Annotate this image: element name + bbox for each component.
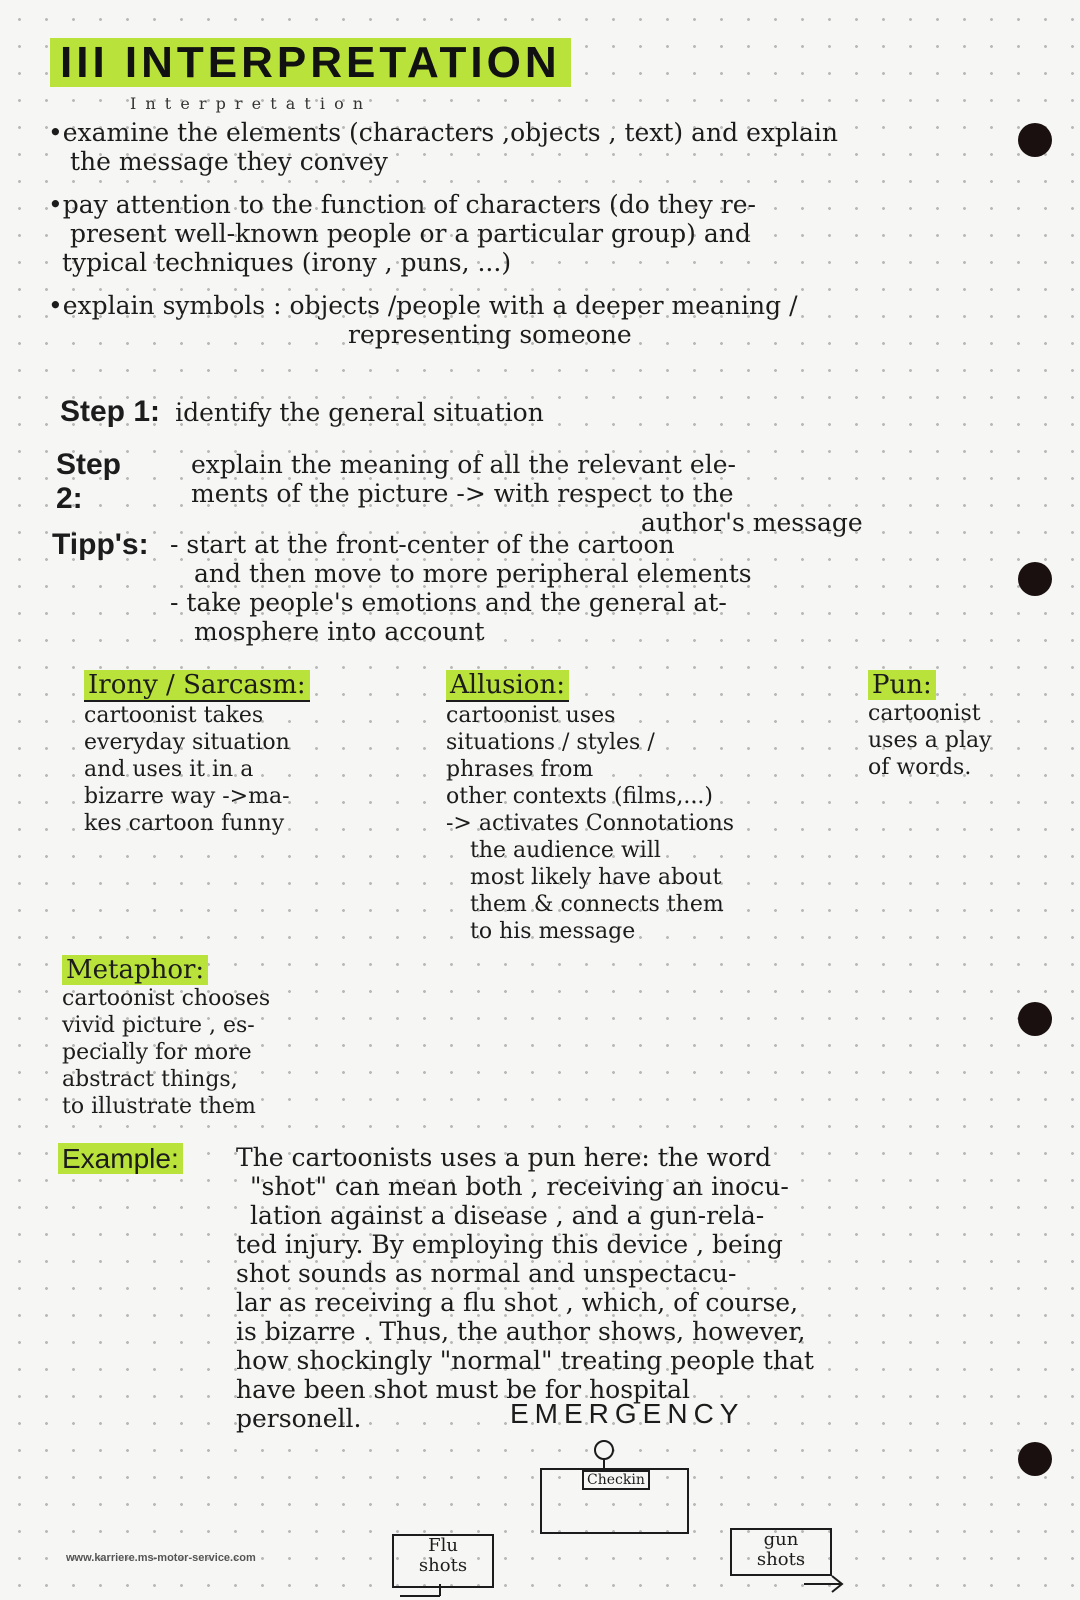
- allusion-line: to his message: [470, 919, 636, 944]
- binder-hole: [1018, 1442, 1052, 1476]
- example-text: [236, 1143, 814, 1433]
- example-line: The cartoonists uses a pun here: the word: [236, 1143, 772, 1172]
- bullet-3: [48, 291, 838, 349]
- tipps-line: mosphere into account: [194, 617, 485, 646]
- bullet-2-line: present well-known people or a particular group) and: [70, 219, 751, 248]
- allusion-line: situations / styles /: [446, 730, 655, 755]
- tipps-line: and then move to more peripheral elements: [194, 559, 752, 588]
- irony-line: kes cartoon funny: [84, 811, 285, 836]
- example-line: ted injury. By employing this device , being: [236, 1230, 783, 1259]
- step-1-label: Step 1:: [60, 395, 161, 428]
- emergency-sign: EMERGENCY: [510, 1398, 745, 1429]
- example-label: Example:: [58, 1143, 183, 1174]
- bullet-3-line: •explain symbols : objects /people with a deeper meaning /: [48, 291, 798, 320]
- flu-shots-line: shots: [418, 1555, 468, 1576]
- example-label-wrap: [58, 1143, 183, 1175]
- example-line: how shockingly "normal" treating people that: [236, 1346, 814, 1375]
- allusion-section: [446, 670, 734, 945]
- allusion-line: cartoonist uses: [446, 703, 616, 728]
- checkin-label: Checkin: [582, 1470, 650, 1490]
- allusion-line: them & connects them: [470, 892, 724, 917]
- bullet-list: [48, 118, 838, 349]
- pun-line: cartoonist: [868, 701, 981, 726]
- tipps-line: - take people's emotions and the general at-: [170, 588, 727, 617]
- metaphor-line: abstract things,: [62, 1067, 238, 1092]
- irony-section: [84, 670, 310, 837]
- metaphor-line: to illustrate them: [62, 1094, 256, 1119]
- bullet-1-line: the message they convey: [70, 147, 388, 176]
- example-line: have been shot must be for hospital: [236, 1375, 690, 1404]
- metaphor-section: [62, 955, 270, 1120]
- title-numeral: III: [60, 38, 109, 87]
- gun-shots-sign: [730, 1528, 832, 1576]
- bullet-2-line: •pay attention to the function of characters (do they re-: [48, 190, 756, 219]
- step-2-label: Step 2:: [56, 448, 122, 515]
- sign-post-icon: [400, 1584, 460, 1600]
- step-2-line: author's message: [641, 508, 863, 537]
- binder-hole: [1018, 1002, 1052, 1036]
- allusion-line: other contexts (films,...): [446, 784, 713, 809]
- tipps-label: Tipp's:: [52, 528, 149, 561]
- bullet-1: [48, 118, 838, 176]
- irony-line: cartoonist takes: [84, 703, 264, 728]
- allusion-line: the audience will: [470, 838, 661, 863]
- title-word: INTERPRETATION: [124, 38, 561, 87]
- metaphor-label: Metaphor:: [62, 955, 208, 985]
- pun-section: [868, 670, 992, 781]
- metaphor-line: cartoonist chooses: [62, 986, 271, 1011]
- irony-line: everyday situation: [84, 730, 290, 755]
- person-head-icon: [590, 1438, 620, 1472]
- allusion-line: phrases from: [446, 757, 594, 782]
- example-line: personell.: [236, 1404, 362, 1433]
- bullet-1-line: •examine the elements (characters ,objects , text) and explain: [48, 118, 838, 147]
- step-1: [60, 395, 544, 429]
- example-line: lar as receiving a flu shot , which, of course,: [236, 1288, 799, 1317]
- binder-hole: [1018, 562, 1052, 596]
- example-line: shot sounds as normal and unspectacu-: [236, 1259, 737, 1288]
- bullet-2-line: typical techniques (irony , puns, ...): [62, 248, 512, 277]
- metaphor-line: vivid picture , es-: [62, 1013, 255, 1038]
- pun-label: Pun:: [868, 670, 936, 700]
- footer-url: www.karriere.ms-motor-service.com: [66, 1552, 256, 1564]
- pun-line: uses a play: [868, 728, 992, 753]
- step-2-line: explain the meaning of all the relevant ele-: [191, 450, 736, 479]
- example-line: "shot" can mean both , receiving an inocu-: [250, 1172, 789, 1201]
- binder-hole: [1018, 123, 1052, 157]
- irony-label: Irony / Sarcasm:: [84, 670, 310, 702]
- irony-line: bizarre way ->ma-: [84, 784, 290, 809]
- pun-line: of words.: [868, 755, 972, 780]
- allusion-label: Allusion:: [446, 670, 569, 702]
- flu-shots-line: Flu: [428, 1535, 458, 1556]
- gun-shots-line: shots: [756, 1549, 806, 1570]
- bullet-3-line: representing someone: [348, 320, 632, 349]
- allusion-line: -> activates Connotations: [446, 811, 735, 836]
- title-small-letters: I n t e r p r e t a t i o n: [130, 94, 366, 113]
- arrow-icon: [800, 1572, 850, 1596]
- allusion-line: most likely have about: [470, 865, 722, 890]
- flu-shots-sign: [392, 1534, 494, 1588]
- example-line: is bizarre . Thus, the author shows, however,: [236, 1317, 806, 1346]
- step-2-line: ments of the picture -> with respect to the: [191, 479, 734, 508]
- metaphor-line: pecially for more: [62, 1040, 252, 1065]
- step-1-text: identify the general situation: [175, 398, 544, 427]
- example-line: lation against a disease , and a gun-rela-: [250, 1201, 765, 1230]
- bullet-2: [48, 190, 838, 277]
- irony-line: and uses it in a: [84, 757, 254, 782]
- tipps-line: - start at the front-center of the cartoon: [170, 530, 675, 559]
- gun-shots-line: gun: [763, 1529, 799, 1550]
- page-title: [50, 38, 571, 88]
